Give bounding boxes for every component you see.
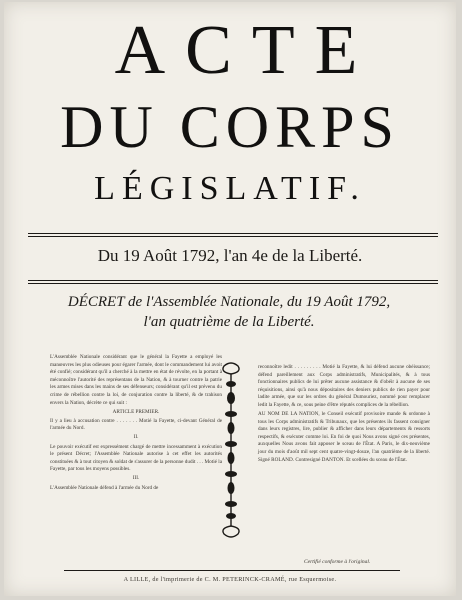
right-paragraph-1: reconnoître ledit . . . . . . . . . Motié la Fayette, & lui défend aucune obéissance; défend pareillement aux Corps administratifs, Municipalités, & à tous fonctionnaires publics de lui prêter aucune assistance & d'obéir à aucune de ses réquisitions, ainsi qu'à nous dépositaires des deniers publics de rien payer pour ladite armée, que sur les ordres du général Dumouriez, nommé pour remplacer ledit la Fayette, & ce, sous peine d'être réputés complices de la rébellion. — [258, 364, 430, 408]
decree-heading: DÉCRET de l'Assemblée Nationale, du 19 Août 1792, l'an quatrième de la Liberté. — [67, 294, 391, 331]
certification-line: Certifié conforme à l'original. — [304, 559, 371, 565]
middle-rule — [28, 280, 438, 281]
article-2-numeral: II. — [133, 434, 139, 441]
document-sheet — [4, 2, 456, 596]
article-3-numeral: III. — [132, 475, 140, 482]
right-paragraph-2: AU NOM DE LA NATION, le Conseil exécutif provisoire mande & ordonne à tous les Corps administratifs & Tribunaux, que les présentes ils fassent consigner dans leurs registres, lire, publier & afficher dans leurs départements & ressorts respectifs, & exécuter comme loi. En foi de quoi Nous avons signé ces présentes, auxquelles Nous avons fait apposer le sceau de l'État. A Paris, le dix-neuvième jour du mois d'août mil sept cent quatre-vingt-douze, l'an quatrième de la liberté. Signé ROLAND. Contresigné DANTON. Et scellées du sceau de l'État. — [258, 411, 430, 463]
bottom-rule — [64, 570, 400, 571]
article-1-heading: ARTICLE PREMIER. — [112, 408, 160, 415]
top-rule-thin — [28, 236, 438, 237]
middle-rule-thin — [28, 283, 438, 284]
right-column — [258, 364, 430, 466]
title-line-legislatif: LÉGISLATIF. — [94, 170, 366, 207]
title-line-du-corps: DU CORPS — [60, 94, 400, 160]
left-column — [50, 354, 222, 494]
date-line: Du 19 Août 1792, l'an 4e de la Liberté. — [97, 246, 363, 265]
printer-imprint: A LILLE, de l'imprimerie de C. M. PETERINCK-CRAMÉ, rue Esquermoise. — [123, 576, 337, 583]
article-3-text: L'Assemblée Nationale défend à l'armée du Nord de — [50, 484, 159, 491]
article-1-text: Il y a lieu à accusation contre . . . . . . . Motié la Fayette, ci-devant Général de l'armée du Nord. — [50, 417, 222, 432]
intro-paragraph: L'Assemblée Nationale considérant que le général la Fayette a employé les manœuvres les plus odieuses pour égarer l'armée, dont le commandement lui avoit été confié; considérant qu'il a cherché à la mettre en état de révolte, en la portant à méconnoître l'autorité des représentans de la Nation, & à tourner contre la patrie les armes mises dans les mains de ses défenseurs; considérant qu'il est prévenu du crime de rébellion contre la loi, de conjuration contre la liberté, & de trahison envers la Nation, décrète ce qui suit : — [50, 354, 222, 406]
article-2-text: Le pouvoir exécutif est expressément chargé de mettre incessamment à exécution le présent Décret; l'Assemblée Nationale autorise à cet effet les autorités constituées & à tout citoyen & soldat de s'assurer de la personne dudit . . . Motié la Fayette, par tous les moyens possibles. — [50, 443, 222, 473]
vertical-ornament-divider — [218, 362, 244, 538]
title-line-acte: ACTE — [114, 12, 378, 89]
top-rule — [28, 233, 438, 234]
